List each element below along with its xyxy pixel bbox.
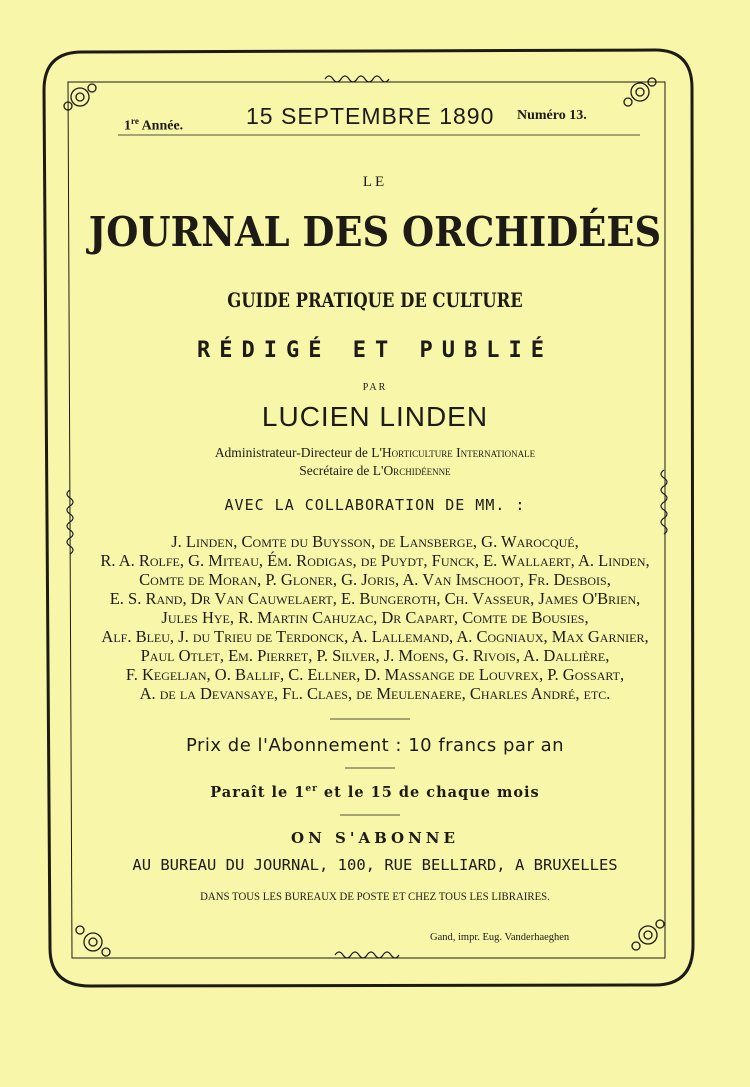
- issue-year: 1re Année.: [124, 116, 184, 134]
- journal-subtitle: GUIDE PRATIQUE DE CULTURE: [227, 288, 523, 312]
- header-row: [100, 103, 660, 133]
- publication-schedule: Paraît le 1er et le 15 de chaque mois: [210, 784, 540, 801]
- collaborator-line: Alf. Bleu, J. du Trieu de Terdonck, A. Lallemand, A. Cogniaux, Max Garnier,: [101, 627, 649, 646]
- subscribe-heading: ON S'ABONNE: [291, 829, 459, 847]
- collaborator-line: R. A. Rolfe, G. Miteau, Ém. Rodigas, de Puydt, Funck, E. Wallaert, A. Linden,: [100, 551, 650, 570]
- issue-number: Numéro 13.: [517, 108, 587, 123]
- subscription-outlets: DANS TOUS LES BUREAUX DE POSTE ET CHEZ TOUS LES LIBRAIRES.: [200, 889, 550, 903]
- office-address: AU BUREAU DU JOURNAL, 100, RUE BELLIARD, A BRUXELLES: [132, 856, 618, 874]
- collaborator-line: Jules Hye, R. Martin Cahuzac, Dr Capart, Comte de Bousies,: [161, 608, 589, 627]
- collaboration-heading: AVEC LA COLLABORATION DE MM. :: [224, 496, 526, 514]
- author-role-2: Secrétaire de L'Orchidéenne: [299, 463, 451, 478]
- par-label: PAR: [362, 382, 388, 393]
- collaborator-line: Paul Otlet, Em. Pierret, P. Silver, J. Moens, G. Rivois, A. Dallière,: [140, 646, 610, 665]
- redige-heading: RÉDIGÉ ET PUBLIÉ: [197, 338, 553, 363]
- collaborator-line: A. de la Devansaye, Fl. Claes, de Meulenaere, Charles André, etc.: [139, 684, 611, 703]
- collaborator-line: Comte de Moran, P. Gloner, G. Joris, A. Van Imschoot, Fr. Desbois,: [139, 570, 611, 589]
- subscription-price: Prix de l'Abonnement : 10 francs par an: [185, 735, 565, 756]
- author-role-1: Administrateur-Directeur de L'Horticulture Internationale: [214, 445, 536, 460]
- collaborator-line: E. S. Rand, Dr Van Cauwelaert, E. Bungeroth, Ch. Vasseur, James O'Brien,: [109, 589, 641, 608]
- collaborator-line: F. Kegeljan, O. Ballif, C. Ellner, D. Massange de Louvrex, P. Gossart,: [125, 665, 625, 684]
- collaborator-line: J. Linden, Comte du Buysson, de Lansberge, G. Warocqué,: [171, 532, 579, 551]
- printer-imprint: Gand, impr. Eug. Vanderhaeghen: [430, 932, 570, 943]
- title-article: LE: [362, 174, 388, 190]
- journal-title: JOURNAL DES ORCHIDÉES: [88, 208, 662, 256]
- issue-date: 15 SEPTEMBRE 1890: [246, 103, 495, 129]
- author-name: LUCIEN LINDEN: [261, 401, 489, 432]
